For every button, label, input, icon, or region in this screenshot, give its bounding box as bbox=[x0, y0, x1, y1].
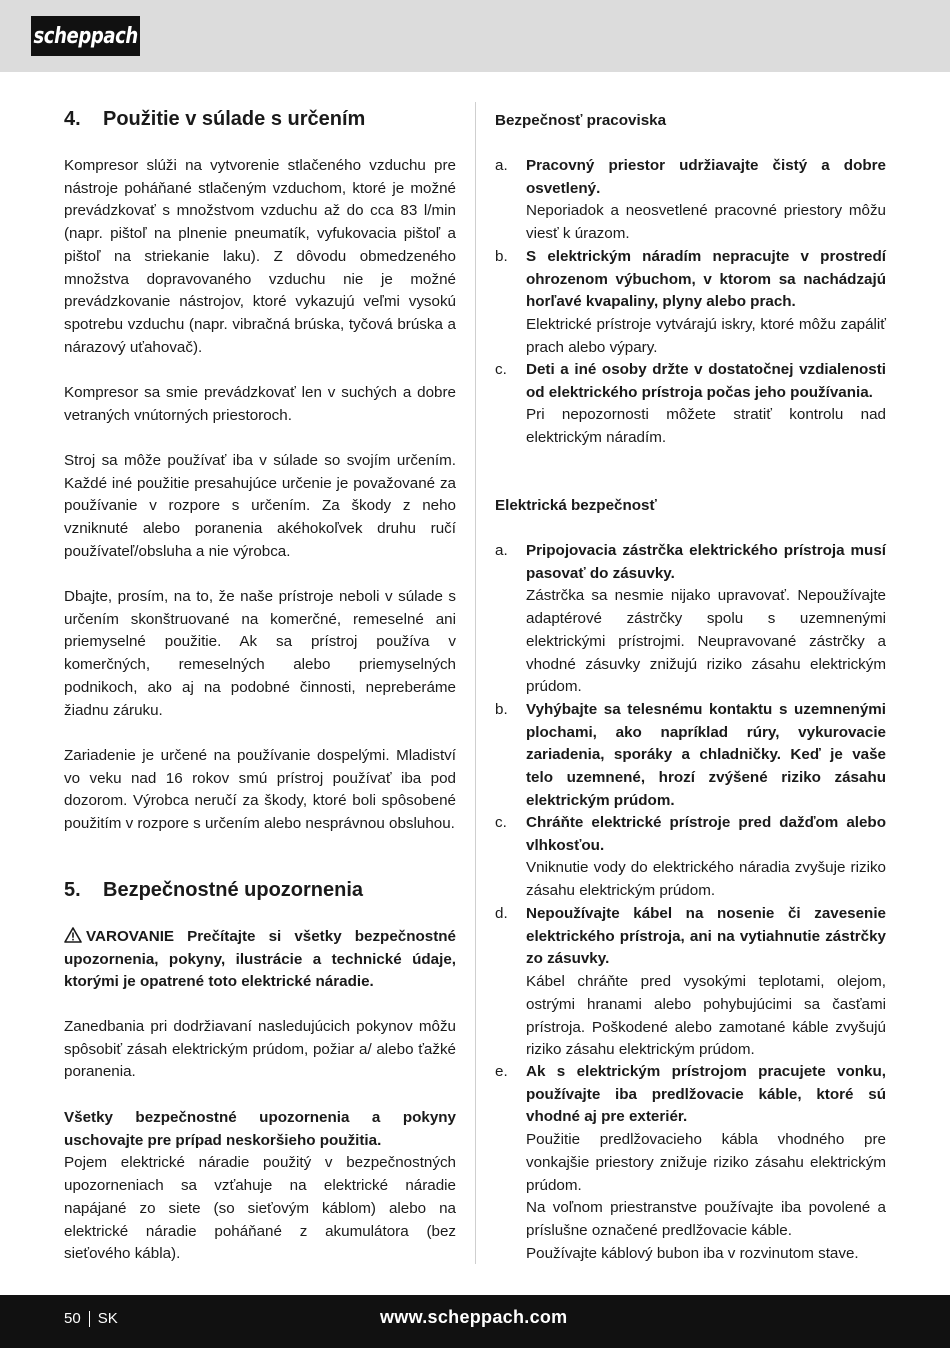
footer-separator bbox=[89, 1311, 90, 1327]
warning-triangle-icon bbox=[64, 927, 82, 943]
warning-block: VAROVANIE Prečítajte si všetky bezpečnostné upozornenia, pokyny, ilustrácie a technické údaje, ktorými je opatrené toto elektrické náradie. bbox=[64, 928, 456, 991]
list-item: c. Chráňte elektrické prístroje pred dažďom alebo vlhkosťou. Vniknutie vody do elektrického náradia zvyšuje riziko zásahu elektrickým prúdom. bbox=[495, 814, 886, 900]
paragraph-keep-instructions: Všetky bezpečnostné upozornenia a pokyny uschovajte pre prípad neskoršieho použitia. Pojem elektrické náradie použitý v bezpečnostných upozorneniach sa vzťahuje na elektrické náradie napájané zo siete (so sieťovým káblom) alebo na elektrické náradie poháňané z akumulátora (bez sieťového kábla). bbox=[64, 1109, 456, 1263]
list-item: a. Pracovný priestor udržiavajte čistý a dobre osvetlený. Neporiadok a neosvetlené pracovné priestory môžu viesť k úrazom. bbox=[495, 157, 886, 243]
footer-website-link[interactable]: www.scheppach.com bbox=[380, 1307, 568, 1327]
brand-logo: scheppach bbox=[31, 16, 140, 56]
section-heading-4: 4. Použitie v súlade s určením bbox=[64, 108, 366, 130]
column-divider bbox=[475, 102, 476, 1264]
paragraph-neglect: Zanedbania pri dodržiavaní nasledujúcich pokynov môžu spôsobiť zásah elektrickým prúdom, požiar a/ alebo ťažké poranenia. bbox=[64, 1018, 456, 1081]
subheading-electrical-safety: Elektrická bezpečnosť bbox=[495, 497, 657, 514]
list-item: b. Vyhýbajte sa telesnému kontaktu s uzemnenými plochami, ako napríklad rúry, vykurovacie zariadenia, sporáky a chladničky. Keď je vaše telo uzemnené, hrozí zvýšené riziko zásahu elektrickým prúdom. bbox=[495, 701, 886, 809]
paragraph-usage-scope: Stroj sa môže používať iba v súlade so svojím určením. Každé iné použitie presahujúce určenie je považované za používanie v rozpore s určením. Za škody z neho vzniknuté alebo poranenia akéhokoľvek druhu ručí používateľ/obsluha a nie výrobca. bbox=[64, 452, 456, 560]
paragraph-dry-rooms: Kompresor sa smie prevádzkovať len v suchých a dobre vetraných vnútorných priestoroch. bbox=[64, 384, 456, 424]
list-item: a. Pripojovacia zástrčka elektrického prístroja musí pasovať do zásuvky. Zástrčka sa nesmie nijako upravovať. Nepoužívajte adaptérové zástrčky spolu s uzemnenými elektrickými prístrojmi. Neupravované zástrčky a vhodné zásuvky znižujú riziko zásahu elektrickým prúdom. bbox=[495, 542, 886, 696]
subheading-workplace-safety: Bezpečnosť pracoviska bbox=[495, 112, 667, 129]
list-item: e. Ak s elektrickým prístrojom pracujete vonku, používajte iba predlžovacie káble, ktoré sú vhodné aj pre exteriér. Použitie predlžovacieho kábla vhodného pre vonkajšie priestory znižuje riziko zásahu elektrickým prúdom. Na voľnom priestranstve používajte iba povolené a príslušne označené predlžovacie káble. Používajte káblový bubon iba v rozvinutom stave. bbox=[495, 1063, 886, 1262]
list-item: c. Deti a iné osoby držte v dostatočnej vzdialenosti od elektrického prístroja počas jeho používania. Pri nepozornosti môžete stratiť kontrolu nad elektrickým náradím. bbox=[495, 361, 886, 447]
list-item: d. Nepoužívajte kábel na nosenie či zavesenie elektrického prístroja, ani na vytiahnutie zástrčky zo zásuvky. Kábel chráňte pred vysokými teplotami, olejom, ostrými hranami alebo pohybujúcimi sa časťami prístroja. Poškodené alebo zamotané káble zvyšujú riziko zásahu elektrickým prúdom. bbox=[495, 905, 886, 1059]
section-heading-5: 5. Bezpečnostné upozornenia bbox=[64, 879, 364, 901]
paragraph-intended-use: Kompresor slúži na vytvorenie stlačeného vzduchu pre nástroje poháňané stlačeným vzduchom, ktoré je možné prevádzkovať s množstvom vzduchu až do cca 83 l/min (napr. pištoľ na plnenie pneumatík, vyfukovacia pištoľ a pištoľ na striekanie laku). Z dôvodu obmedzeného množstva dopravovaného vzduchu nie je možné prevádzkovanie nástrojov, ktoré vykazujú veľmi vysokú spotrebu vzduchu (napr. vibračná brúska, tyčová brúska a nárazový uťahovač). bbox=[64, 157, 456, 356]
header-bar bbox=[0, 0, 950, 72]
paragraph-adult-use: Zariadenie je určené na používanie dospelými. Mladiství vo veku nad 16 rokov smú prístroj používať iba pod dozorom. Výrobca neručí za škody, ktoré boli spôsobené použitím v rozpore s určením alebo nesprávnou obsluhou. bbox=[64, 747, 456, 833]
list-item: b. S elektrickým náradím nepracujte v prostredí ohrozenom výbuchom, v ktorom sa nachádzajú horľavé kvapaliny, plyny alebo prach. Elektrické prístroje vytvárajú iskry, ktoré môžu zapáliť prach alebo výpary. bbox=[495, 248, 886, 356]
page-number: 50 SK bbox=[64, 1310, 118, 1327]
paragraph-commercial-use: Dbajte, prosím, na to, že naše prístroje neboli v súlade s určením skonštruované na komerčné, remeselné ani priemyselné použitie. Ak sa prístroj používa v komerčných, remeselných alebo priemyselných podnikoch, ako aj na podobné činnosti, nepreberáme žiadnu záruku. bbox=[64, 588, 456, 719]
